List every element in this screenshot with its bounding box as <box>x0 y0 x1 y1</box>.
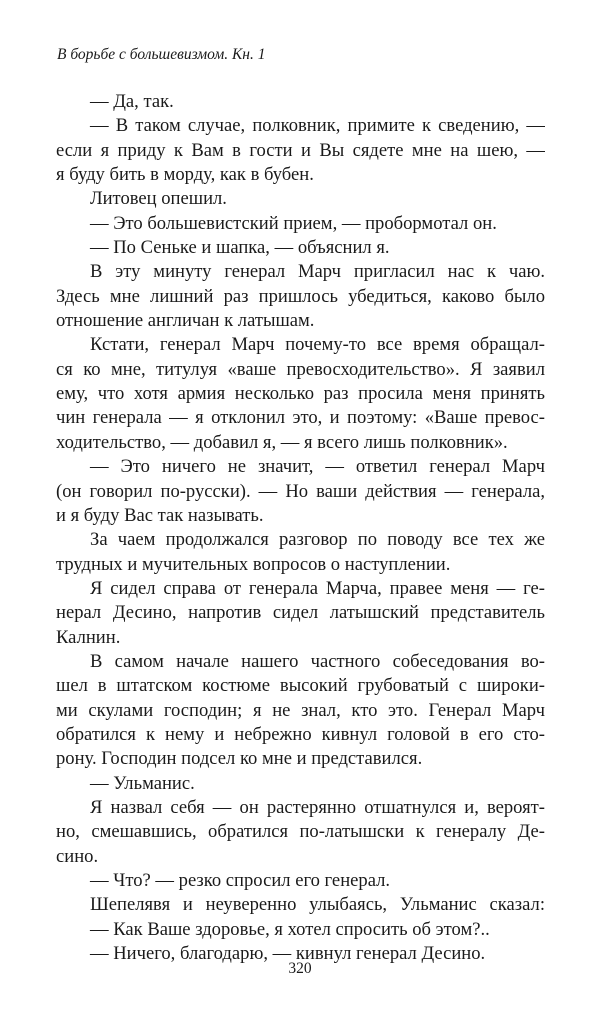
text-line: нерал Десино, напротив сидел латышский представитель <box>56 602 545 624</box>
text-line: сино. <box>56 845 99 867</box>
text-line: ми скулами господин; я не знал, кто это. Генерал Марч <box>56 699 545 721</box>
text-line: Шепелявя и неуверенно улыбаясь, Ульманис сказал: <box>90 894 545 916</box>
text-line: Литовец опешил. <box>90 188 227 210</box>
text-line: рону. Господин подсел ко мне и представился. <box>56 748 423 770</box>
text-line: — Это большевистский прием, — пробормотал он. <box>90 212 497 234</box>
text-line: — Ульманис. <box>90 772 195 794</box>
text-line: — В таком случае, полковник, примите к сведению, — <box>90 115 545 137</box>
text-line: чин генерала — я отклонил это, и поэтому: «Ваше превос- <box>56 407 545 429</box>
text-line: ходительство, — добавил я, — я всего лишь полковник». <box>56 431 508 453</box>
text-line: шел в штатском костюме высокий грубоватый с широки- <box>56 675 545 697</box>
text-line: но, смешавшись, обратился по-латышски к генералу Де- <box>56 821 545 843</box>
text-line: обратился к нему и небрежно кивнул головой в его сто- <box>56 723 545 745</box>
text-line: и я буду Вас так называть. <box>56 504 264 526</box>
text-line: если я приду к Вам в гости и Вы сядете мне на шею, — <box>56 139 545 161</box>
text-line: В самом начале нашего частного собеседования во- <box>90 650 545 672</box>
text-line: Я сидел справа от генерала Марча, правее меня — ге- <box>90 577 545 599</box>
text-line: отношение англичан к латышам. <box>56 310 315 332</box>
text-line: В эту минуту генерал Марч пригласил нас к чаю. <box>90 261 545 283</box>
page-number: 320 <box>288 960 312 977</box>
text-line: — Это ничего не значит, — ответил генерал Марч <box>90 456 545 478</box>
text-line: — Как Ваше здоровье, я хотел спросить об этом?.. <box>90 918 490 940</box>
text-line: (он говорил по-русски). — Но ваши действия — генерала, <box>56 480 545 502</box>
text-line: — Что? — резко спросил его генерал. <box>90 870 391 891</box>
text-line: — По Сеньке и шапка, — объяснил я. <box>90 237 390 259</box>
text-line: Здесь мне лишний раз пришлось убедиться, каково было <box>56 285 545 307</box>
text-line: трудных и мучительных вопросов о наступлении. <box>56 553 451 575</box>
text-line: За чаем продолжался разговор по поводу все тех же <box>90 529 545 551</box>
text-line: Я назвал себя — он растерянно отшатнулся и, вероят- <box>90 796 545 818</box>
text-line: ся ко мне, титулуя «ваше превосходительство». Я заявил <box>56 358 545 380</box>
text-line: — Да, так. <box>90 91 174 112</box>
text-line: Кстати, генерал Марч почему-то все время обращал- <box>90 334 545 356</box>
body-text <box>56 90 545 966</box>
text-line: — Ничего, благодарю, — кивнул генерал Десино. <box>90 943 486 965</box>
running-title: В борьбе с большевизмом. Кн. 1 <box>57 46 266 63</box>
text-line: ему, что хотя армия несколько раз просила меня принять <box>56 383 545 405</box>
text-line: я буду бить в морду, как в бубен. <box>56 164 314 186</box>
text-line: Калнин. <box>56 626 121 648</box>
